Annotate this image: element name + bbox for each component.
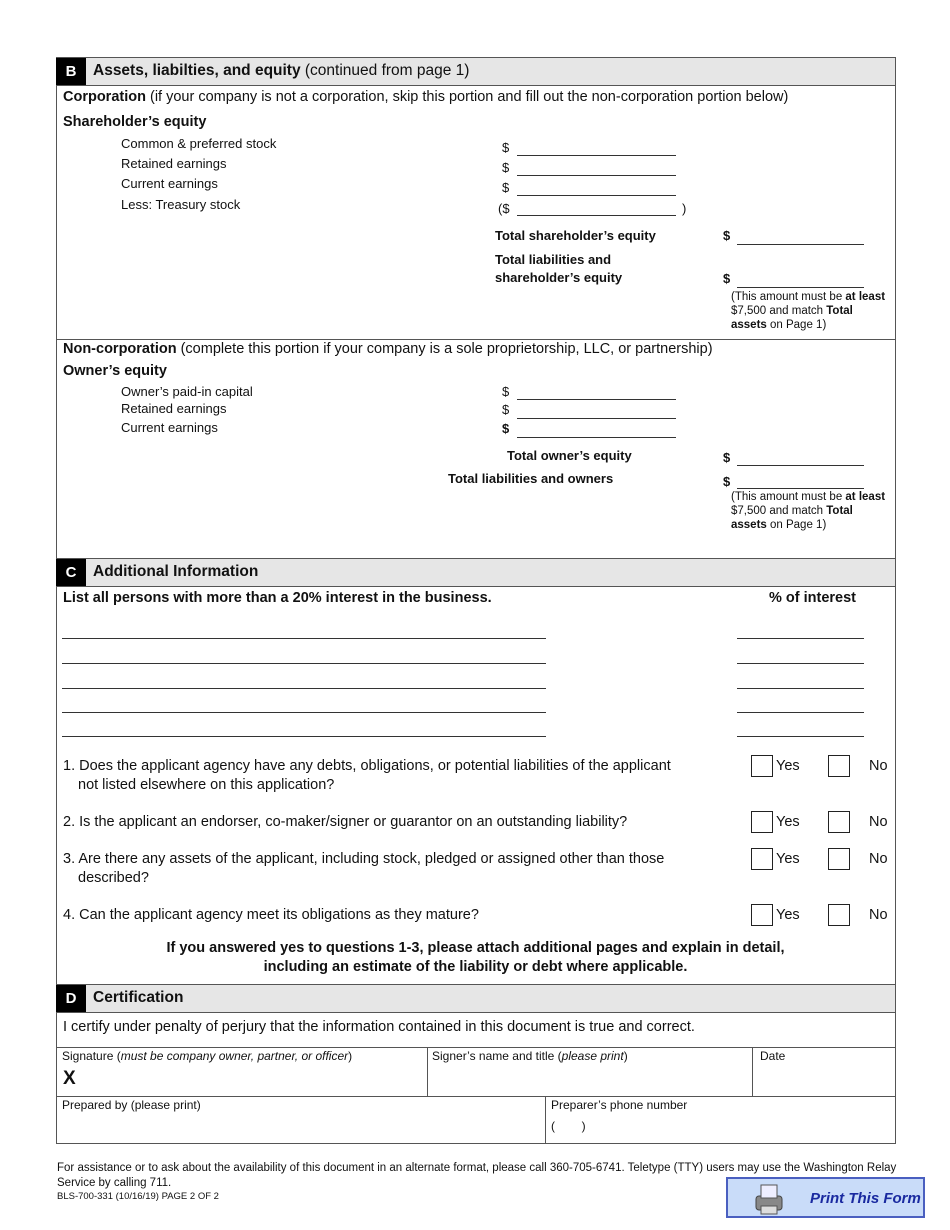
- no-label: No: [869, 814, 888, 830]
- question-text: described?: [78, 870, 149, 886]
- phone-field[interactable]: Preparer’s phone number: [551, 1098, 688, 1112]
- signer-name-field[interactable]: Signer’s name and title (please print): [432, 1049, 628, 1063]
- question-text: 1. Does the applicant agency have any debts, obligations, or potential liabilities of the applicant: [63, 758, 671, 774]
- prepared-by-field[interactable]: Prepared by (please print): [62, 1098, 201, 1112]
- owner-heading: Owner’s equity: [63, 363, 167, 379]
- total-owner-label: Total owner’s equity: [507, 448, 632, 463]
- amount-note: (This amount must be at least $7,500 and match Total assets on Page 1): [731, 491, 886, 531]
- attach-note: If you answered yes to questions 1-3, please attach additional pages and explain in detail,: [166, 940, 785, 956]
- item-label: Current earnings: [121, 176, 218, 191]
- no-checkbox[interactable]: [828, 811, 850, 833]
- signature-field[interactable]: Signature (must be company owner, partner, or officer): [62, 1049, 353, 1063]
- attach-note: including an estimate of the liability or debt where applicable.: [263, 959, 688, 975]
- total-shareholder-label: Total shareholder’s equity: [495, 228, 656, 243]
- noncorp-note: (complete this portion if your company is a sole proprietorship, LLC, or partnership): [176, 341, 713, 357]
- person-name-field[interactable]: [62, 663, 546, 664]
- yes-checkbox[interactable]: [751, 848, 773, 870]
- dollar-sign: $: [723, 474, 731, 489]
- no-checkbox[interactable]: [828, 848, 850, 870]
- interest-pct-field[interactable]: [737, 663, 864, 664]
- person-name-field[interactable]: [62, 736, 546, 737]
- dollar-sign: $: [723, 271, 731, 286]
- owner-current-field[interactable]: [517, 437, 676, 438]
- dollar-sign: ($: [498, 201, 510, 216]
- total-liab-owners-field[interactable]: [737, 488, 864, 489]
- dollar-sign: $: [502, 180, 510, 195]
- section-letter: C: [56, 559, 86, 586]
- section-subtitle: (continued from page 1): [300, 62, 470, 79]
- interest-pct-field[interactable]: [737, 736, 864, 737]
- section-letter: D: [56, 985, 86, 1012]
- item-label: Less: Treasury stock: [121, 197, 241, 212]
- current-earnings-field[interactable]: [517, 195, 676, 196]
- item-label: Current earnings: [121, 420, 218, 435]
- divider: [56, 1143, 895, 1144]
- total-liabilities-label: shareholder’s equity: [495, 270, 623, 285]
- print-form-button[interactable]: [726, 1177, 925, 1218]
- question-text: 3. Are there any assets of the applicant, including stock, pledged or assigned other than those: [63, 851, 665, 867]
- interest-pct-field[interactable]: [737, 638, 864, 639]
- person-name-field[interactable]: [62, 638, 546, 639]
- paid-in-capital-field[interactable]: [517, 399, 676, 400]
- total-liab-owners-label: Total liabilities and owners: [448, 471, 614, 486]
- section-title: Certification: [93, 989, 184, 1006]
- dollar-sign: $: [723, 228, 731, 243]
- yes-label: Yes: [776, 851, 800, 867]
- question-text: 2. Is the applicant an endorser, co-maker/signer or guarantor on an outstanding liability?: [63, 814, 628, 830]
- noncorp-label: Non-corporation: [63, 341, 177, 357]
- total-shareholder-field[interactable]: [737, 244, 864, 245]
- corporation-note: (if your company is not a corporation, skip this portion and fill out the non-corporation portion below): [145, 89, 789, 105]
- yes-checkbox[interactable]: [751, 904, 773, 926]
- question-text: 4. Can the applicant agency meet its obligations as they mature?: [63, 907, 479, 923]
- person-name-field[interactable]: [62, 712, 546, 713]
- dollar-sign: $: [502, 402, 510, 417]
- form-border-left: [56, 57, 57, 1144]
- divider: [56, 339, 895, 340]
- no-checkbox[interactable]: [828, 904, 850, 926]
- date-field[interactable]: Date: [760, 1049, 786, 1063]
- yes-checkbox[interactable]: [751, 811, 773, 833]
- amount-note: (This amount must be at least $7,500 and match Total assets on Page 1): [731, 291, 886, 331]
- no-label: No: [869, 851, 888, 867]
- section-title: Additional Information: [93, 563, 259, 580]
- question-text: not listed elsewhere on this application?: [78, 777, 335, 793]
- no-label: No: [869, 758, 888, 774]
- item-label: Retained earnings: [121, 401, 227, 416]
- dollar-sign: $: [502, 421, 510, 436]
- yes-label: Yes: [776, 758, 800, 774]
- dollar-sign: $: [502, 160, 510, 175]
- dollar-sign: $: [502, 140, 510, 155]
- pct-heading: % of interest: [769, 590, 857, 606]
- footer-text: Service by calling 711.: [57, 1177, 172, 1189]
- signature-x-mark: X: [63, 1068, 76, 1089]
- no-label: No: [869, 907, 888, 923]
- no-checkbox[interactable]: [828, 755, 850, 777]
- interest-pct-field[interactable]: [737, 712, 864, 713]
- item-label: Retained earnings: [121, 156, 227, 171]
- list-heading: List all persons with more than a 20% interest in the business.: [63, 590, 492, 606]
- print-label: Print This Form: [810, 1190, 921, 1207]
- form-id: BLS-700-331 (10/16/19) PAGE 2 OF 2: [57, 1191, 219, 1202]
- corporation-label: Corporation: [63, 89, 146, 105]
- owner-retained-field[interactable]: [517, 418, 676, 419]
- total-liabilities-label: Total liabilities and: [495, 252, 612, 267]
- total-owner-field[interactable]: [737, 465, 864, 466]
- section-b-header: [56, 57, 895, 86]
- yes-checkbox[interactable]: [751, 755, 773, 777]
- divider: [427, 1047, 428, 1096]
- divider: [545, 1096, 546, 1143]
- retained-earnings-field[interactable]: [517, 175, 676, 176]
- yes-label: Yes: [776, 814, 800, 830]
- certification-statement: I certify under penalty of perjury that the information contained in this document is true and correct.: [63, 1019, 695, 1035]
- footer-text: For assistance or to ask about the availability of this document in an alternate format, please call 360-705-6741. Teletype (TTY) users may use the Washington Relay: [57, 1162, 897, 1174]
- form-border-right: [895, 57, 896, 1144]
- section-title: Assets, liabilties, and equity: [93, 62, 301, 79]
- phone-parens: ( ): [551, 1119, 586, 1133]
- item-label: Common & preferred stock: [121, 136, 277, 151]
- item-label: Owner’s paid-in capital: [121, 384, 253, 399]
- yes-label: Yes: [776, 907, 800, 923]
- shareholder-heading: Shareholder’s equity: [63, 114, 207, 130]
- section-d-header: [56, 984, 895, 1013]
- divider: [56, 1096, 895, 1097]
- treasury-stock-field[interactable]: [517, 215, 676, 216]
- close-paren: ): [682, 201, 687, 216]
- person-name-field[interactable]: [62, 688, 546, 689]
- dollar-sign: $: [723, 450, 731, 465]
- divider: [752, 1047, 753, 1096]
- total-liabilities-field[interactable]: [737, 287, 864, 288]
- printer-icon: [752, 1182, 786, 1216]
- interest-pct-field[interactable]: [737, 688, 864, 689]
- common-stock-field[interactable]: [517, 155, 676, 156]
- section-letter: B: [56, 58, 86, 85]
- dollar-sign: $: [502, 384, 510, 399]
- section-c-header: [56, 558, 895, 587]
- divider: [56, 1047, 895, 1048]
